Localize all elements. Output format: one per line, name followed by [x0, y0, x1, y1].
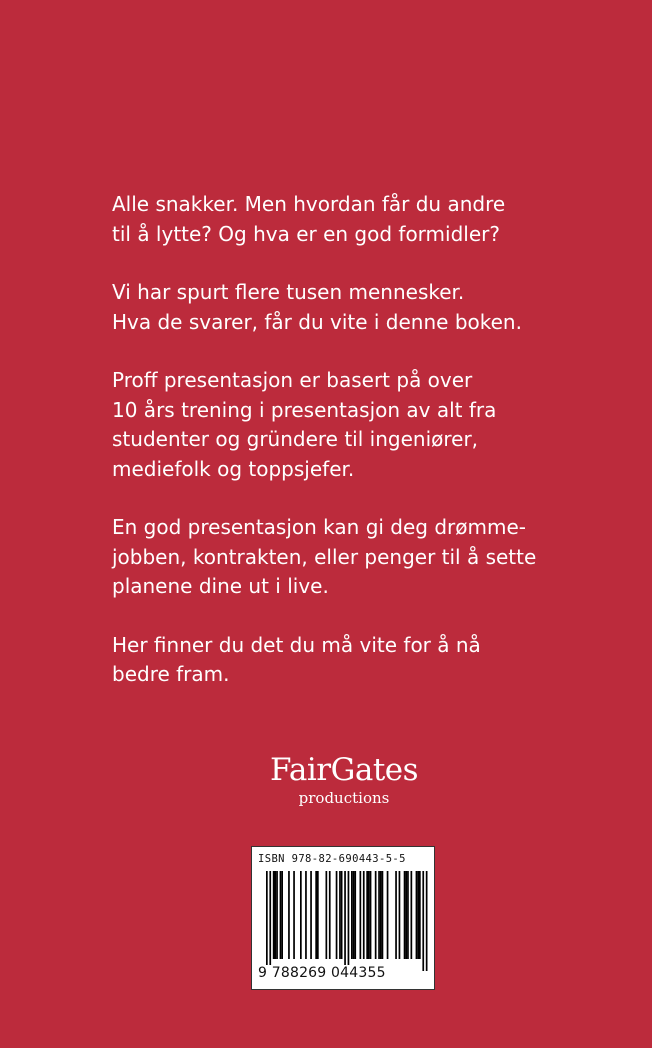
- barcode-bar: [407, 871, 409, 959]
- blurb-line: En god presentasjon kan gi deg drømme-: [112, 515, 527, 539]
- barcode-bar: [326, 871, 328, 959]
- publisher-logo: [244, 752, 444, 807]
- blurb-line: Proff presentasjon er basert på over: [112, 368, 473, 392]
- barcode-bar: [266, 871, 268, 971]
- blurb-line: studenter og gründere til ingeniører,: [112, 427, 479, 451]
- blurb-line: mediefolk og toppsjefer.: [112, 456, 355, 481]
- barcode-bar: [366, 871, 368, 959]
- barcode-bar: [310, 871, 312, 959]
- barcode-bar: [375, 871, 377, 959]
- barcode-bar: [273, 871, 275, 959]
- barcode-bar: [426, 871, 428, 971]
- barcode-bar: [354, 871, 356, 959]
- blurb-line: til å lytte? Og hva er en god formidler?: [112, 221, 500, 246]
- blurb-line: bedre fram.: [112, 662, 230, 686]
- barcode-bar: [416, 871, 418, 959]
- ean-digits: 9 788269 044355: [258, 965, 386, 981]
- barcode-bar: [269, 871, 271, 971]
- barcode-bar: [344, 871, 346, 971]
- barcode-bar: [368, 871, 370, 959]
- barcode-bar: [399, 871, 401, 959]
- barcode-bar: [281, 871, 283, 959]
- barcode-bar: [419, 871, 421, 959]
- barcode-bar: [300, 871, 302, 959]
- barcode-bars: [258, 871, 430, 977]
- blurb-line: Vi har spurt flere tusen mennesker.: [112, 280, 465, 304]
- barcode-bar: [360, 871, 362, 959]
- barcode-bar: [348, 871, 350, 971]
- back-cover-blurb: [112, 190, 612, 719]
- blurb-paragraph: [112, 366, 612, 484]
- isbn-barcode: [251, 846, 435, 990]
- blurb-paragraph: [112, 513, 612, 602]
- barcode-bar: [341, 871, 343, 959]
- barcode-bar: [288, 871, 290, 959]
- blurb-line: Hva de svarer, får du vite i denne boken.: [112, 309, 522, 334]
- barcode-bar: [411, 871, 413, 959]
- barcode-bar: [305, 871, 307, 959]
- barcode-bar: [422, 871, 424, 971]
- barcode-bar: [317, 871, 319, 959]
- barcode-bar: [336, 871, 338, 959]
- barcode-bar: [353, 871, 355, 959]
- blurb-paragraph: [112, 190, 612, 249]
- barcode-bar: [405, 871, 407, 959]
- barcode-bar: [417, 871, 419, 959]
- barcode-bar: [276, 871, 278, 959]
- blurb-line: Alle snakker. Men hvordan får du andre: [112, 192, 506, 216]
- barcode-bar: [280, 871, 282, 959]
- barcode-bar: [275, 871, 277, 959]
- barcode-bar: [293, 871, 295, 959]
- blurb-line: 10 års trening i presentasjon av alt fra: [112, 397, 497, 422]
- blurb-paragraph: [112, 631, 612, 690]
- publisher-subtitle: productions: [298, 789, 390, 807]
- blurb-line: planene dine ut i live.: [112, 574, 329, 598]
- barcode-bar: [387, 871, 389, 959]
- barcode-bar: [339, 871, 341, 959]
- barcode-bar: [404, 871, 406, 959]
- blurb-line: jobben, kontrakten, eller penger til å sette: [112, 544, 537, 569]
- barcode-bar: [363, 871, 365, 959]
- barcode-bar: [315, 871, 317, 959]
- barcode-bar: [370, 871, 372, 959]
- barcode-bar: [329, 871, 331, 959]
- isbn-label: ISBN 978-82-690443-5-5: [258, 853, 406, 865]
- barcode-bar: [380, 871, 382, 959]
- blurb-line: Her finner du det du må vite for å nå: [112, 632, 481, 657]
- publisher-name: FairGates: [269, 752, 419, 788]
- barcode-bar: [351, 871, 353, 959]
- barcode-bar: [382, 871, 384, 959]
- barcode-bar: [395, 871, 397, 959]
- blurb-paragraph: [112, 278, 612, 337]
- barcode-bar: [378, 871, 380, 959]
